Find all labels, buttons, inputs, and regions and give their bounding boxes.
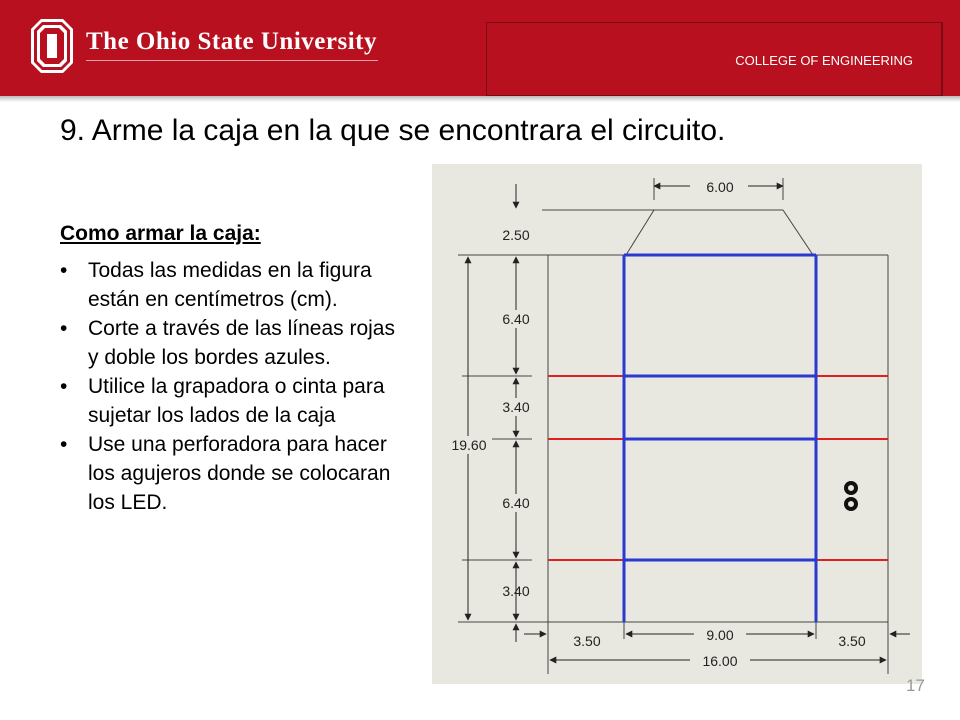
instruction-list (60, 256, 410, 517)
led-hole (846, 499, 856, 509)
outline-lines (458, 178, 888, 674)
box-template-figure (432, 164, 922, 684)
dim-label: 6.40 (502, 311, 530, 327)
university-name: The Ohio State University (86, 28, 377, 55)
dim-label: 6.40 (502, 495, 530, 511)
dim-label: 3.50 (838, 633, 866, 649)
slide-title: 9. Arme la caja en la que se encontrara el circuito. (60, 114, 726, 147)
block-o-logo-icon (30, 18, 74, 79)
instruction-item: • Corte a través de las líneas rojas y doble los bordes azules. (60, 314, 410, 372)
dim-label: 3.40 (502, 399, 530, 415)
fold-lines (624, 255, 816, 622)
subheading: Como armar la caja: (60, 222, 261, 245)
dim-label: 2.50 (502, 227, 530, 243)
college-name: COLLEGE OF ENGINEERING (735, 53, 913, 68)
college-box (486, 22, 943, 96)
dim-label: 6.00 (706, 179, 734, 195)
dimension-labels (446, 178, 866, 670)
header-shadow (0, 96, 960, 102)
dim-label: 19.60 (451, 437, 487, 453)
dim-label: 9.00 (706, 627, 734, 643)
university-underline (86, 60, 378, 61)
dim-label: 3.50 (573, 633, 601, 649)
led-holes (846, 483, 856, 509)
page-number: 17 (906, 676, 925, 695)
instruction-item: • Todas las medidas en la figura están en centímetros (cm). (60, 256, 410, 314)
instruction-item: • Utilice la grapadora o cinta para sujetar los lados de la caja (60, 372, 410, 430)
instruction-item: • Use una perforadora para hacer los agujeros donde se colocaran los LED. (60, 430, 410, 517)
cut-lines (548, 376, 888, 560)
dim-label: 16.00 (702, 653, 738, 669)
dim-label: 3.40 (502, 583, 530, 599)
led-hole (846, 483, 856, 493)
box-template-drawing (432, 164, 922, 684)
header-bar (0, 0, 960, 96)
